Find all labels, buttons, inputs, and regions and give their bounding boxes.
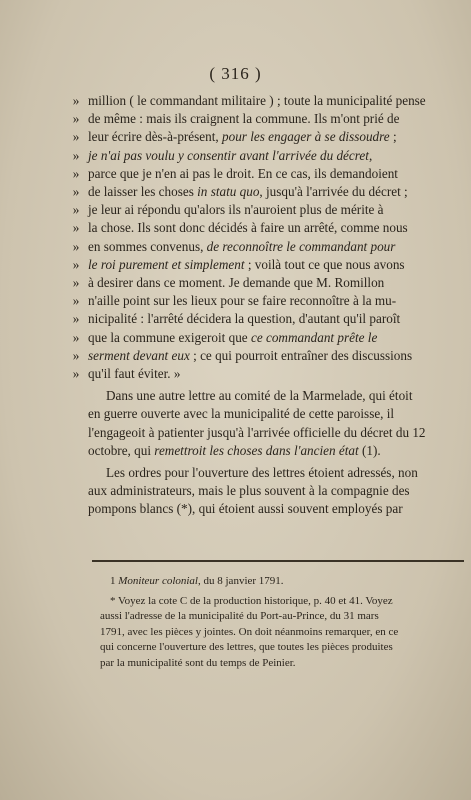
guillemet-mark: » xyxy=(72,347,80,363)
guillemet-mark: » xyxy=(72,147,80,163)
text-line xyxy=(72,219,464,237)
line-text: parce que je n'en ai pas le droit. En ce cas, ils demandoient xyxy=(88,165,398,181)
text-line xyxy=(72,310,464,328)
text-line xyxy=(100,656,464,672)
line-text: pompons blancs (*), qui étoient aussi souvent employés par xyxy=(88,501,403,517)
text-line xyxy=(88,482,464,500)
guillemet-mark: » xyxy=(72,165,80,181)
guillemet-mark: » xyxy=(72,311,80,327)
line-text: le roi purement et simplement ; voilà tout ce que nous avons xyxy=(88,256,405,272)
line-text: qui concerne l'ouverture des lettres, que toutes les pièces produites xyxy=(100,641,393,654)
line-text: de laisser les choses in statu quo, jusqu'à l'arrivée du décret ; xyxy=(88,184,408,200)
text-line xyxy=(72,147,464,165)
text-line xyxy=(88,500,464,518)
guillemet-mark: » xyxy=(72,275,80,291)
text-line xyxy=(100,640,464,656)
paragraph-marmelade xyxy=(88,387,464,460)
line-text: qu'il faut éviter. » xyxy=(88,366,181,382)
guillemet-mark: » xyxy=(72,93,80,108)
guillemet-mark: » xyxy=(72,329,80,345)
text-line xyxy=(72,183,464,201)
text-line xyxy=(72,110,464,128)
body-text xyxy=(72,92,464,519)
text-line xyxy=(100,609,464,625)
line-text: aussi l'adresse de la municipalité du Port-au-Prince, du 31 mars xyxy=(100,610,379,623)
line-text: nicipalité : l'arrêté décidera la question, d'autant qu'il paroît xyxy=(88,311,401,327)
text-line xyxy=(72,128,464,146)
line-text: serment devant eux ; ce qui pourroit entraîner des discussions xyxy=(88,347,413,363)
line-text: leur écrire dès-à-présent, pour les engager à se dissoudre ; xyxy=(88,129,397,145)
line-text: je n'ai pas voulu y consentir avant l'arrivée du décret, xyxy=(88,147,373,163)
line-text: de même : mais ils craignent la commune. Ils m'ont prié de xyxy=(88,111,400,127)
line-text: 1 Moniteur colonial, du 8 janvier 1791. xyxy=(110,575,284,587)
line-text: million ( le commandant militaire ) ; toute la municipalité pense xyxy=(88,93,426,108)
text-line xyxy=(72,238,464,256)
text-line xyxy=(72,347,464,365)
guillemet-mark: » xyxy=(72,129,80,145)
text-line xyxy=(100,625,464,641)
guillemet-mark: » xyxy=(72,293,80,309)
guillemet-mark: » xyxy=(72,202,80,218)
line-text: n'aille point sur les lieux pour se faire reconnoître à la mu- xyxy=(88,293,397,309)
text-line xyxy=(100,574,464,590)
guillemet-mark: » xyxy=(72,256,80,272)
text-line xyxy=(72,201,464,219)
line-text: à desirer dans ce moment. Je demande que M. Romillon xyxy=(88,275,385,291)
text-line xyxy=(72,365,464,383)
line-text: l'engageoit à patienter jusqu'à l'arrivée officielle du décret du 12 xyxy=(88,424,426,440)
line-text: * Voyez la cote C de la production historique, p. 40 et 41. Voyez xyxy=(110,594,393,607)
line-text: par la municipalité sont du temps de Peinier. xyxy=(100,656,296,669)
guillemet-mark: » xyxy=(72,220,80,236)
line-text: aux administrateurs, mais le plus souvent à la compagnie des xyxy=(88,483,410,499)
line-text: que la commune exigeroit que ce commandant prête le xyxy=(88,329,378,345)
text-line xyxy=(88,464,464,482)
text-line xyxy=(72,329,464,347)
text-line xyxy=(72,256,464,274)
line-text: en guerre ouverte avec la municipalité de cette paroisse, il xyxy=(88,406,395,422)
text-line xyxy=(100,594,464,610)
guillemet-mark: » xyxy=(72,238,80,254)
text-line xyxy=(88,442,464,460)
line-text: Les ordres pour l'ouverture des lettres étoient adressés, non xyxy=(106,465,418,481)
line-text: octobre, qui remettroit les choses dans l'ancien état (1). xyxy=(88,442,381,458)
guillemet-mark: » xyxy=(72,111,80,127)
guillemet-mark: » xyxy=(72,366,80,382)
text-line xyxy=(88,405,464,423)
text-line xyxy=(72,274,464,292)
paragraph-ordres xyxy=(88,464,464,519)
text-line xyxy=(88,387,464,405)
footnotes xyxy=(100,574,464,672)
line-text: Dans une autre lettre au comité de la Marmelade, qui étoit xyxy=(106,388,413,404)
text-line xyxy=(72,292,464,310)
line-text: en sommes convenus, de reconnoître le commandant pour xyxy=(88,238,396,254)
page-number: ( 316 ) xyxy=(209,64,262,83)
line-text: la chose. Ils sont donc décidés à faire un arrêté, comme nous xyxy=(88,220,408,236)
line-text: je leur ai répondu qu'alors ils n'auroient plus de mérite à xyxy=(88,202,384,218)
text-line xyxy=(72,165,464,183)
text-line xyxy=(88,424,464,442)
guillemet-mark: » xyxy=(72,184,80,200)
footnote-divider xyxy=(92,560,464,562)
quoted-letter xyxy=(72,92,464,383)
text-line xyxy=(72,92,464,110)
line-text: 1791, avec les pièces y jointes. On doit néanmoins remarquer, en ce xyxy=(100,625,399,638)
